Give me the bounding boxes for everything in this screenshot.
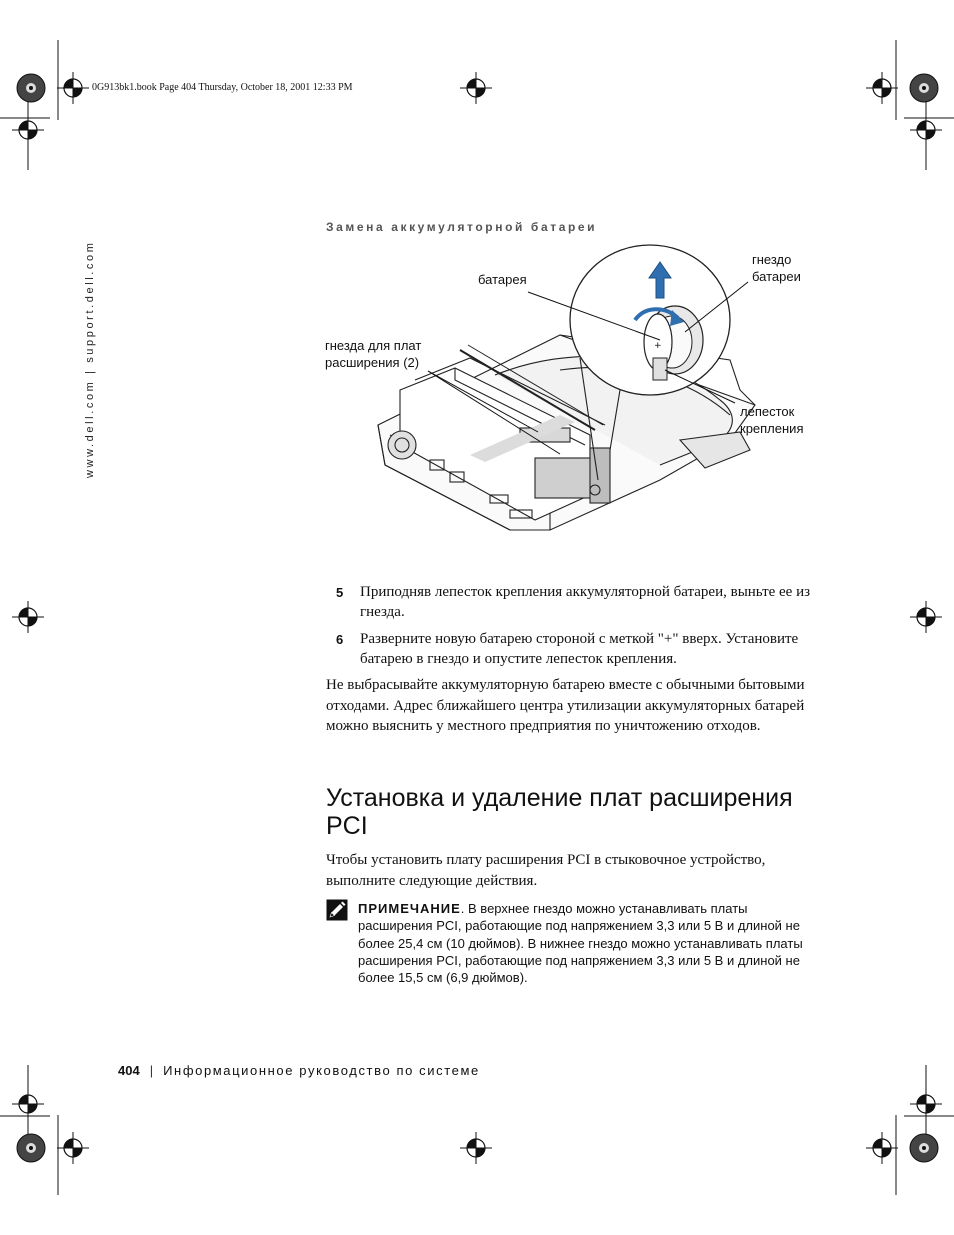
side-url: www.dell.com | support.dell.com [84,240,96,478]
svg-text:+: + [654,341,662,351]
callout-expansion-slots: гнезда для плат расширения (2) [325,338,422,370]
step-6 [336,629,816,671]
pci-heading: Установка и удаление плат расширения PCI [326,784,793,840]
callout-battery-socket: гнездо батареи [752,252,801,284]
callout-retaining-tab: лепесток крепления [740,404,804,436]
battery-replacement-illustration [360,240,830,545]
pencil-note-icon [326,899,348,921]
note-body: . В верхнее гнездо можно устанавливать платы расширения PCI, работающие под напряжением 3,3 или 5 В и длиной не более 25,4 см (10 дюймов). В нижнее гнездо можно устанавливать платы расширения PCI, работающие под напряжением 3,3 или 5 В и длиной не более 15,5 см (6,9 дюймов). [358,901,803,986]
step-text: Разверните новую батарею стороной с меткой "+" вверх. Установите батарею в гнездо и опустите лепесток крепления. [360,631,799,667]
footer-separator: | [149,1063,154,1078]
page-number: 404 [118,1063,140,1078]
pci-intro: Чтобы установить плату расширения PCI в стыковочное устройство, выполните следующие действия. [326,852,766,889]
step-number: 5 [336,585,344,600]
note-label: ПРИМЕЧАНИЕ [358,901,461,916]
environment-note: Не выбрасывайте аккумуляторную батарею вместе с обычными бытовыми отходами. Адрес ближайшего центра утилизации аккумуляторных батарей можно выяснить у местного предприятия по уничтожению отходов. [326,677,805,734]
step-number: 6 [336,632,344,647]
print-header: 0G913bk1.book Page 404 Thursday, October 18, 2001 12:33 PM [92,82,353,93]
page-footer [118,1063,480,1078]
section-title: Замена аккумуляторной батареи [326,220,598,234]
footer-title: Информационное руководство по системе [163,1063,480,1078]
callout-battery: батарея [478,272,527,287]
step-text: Приподняв лепесток крепления аккумуляторной батареи, выньте ее из гнезда. [360,584,811,620]
note-text [358,900,806,986]
step-5 [336,582,816,624]
